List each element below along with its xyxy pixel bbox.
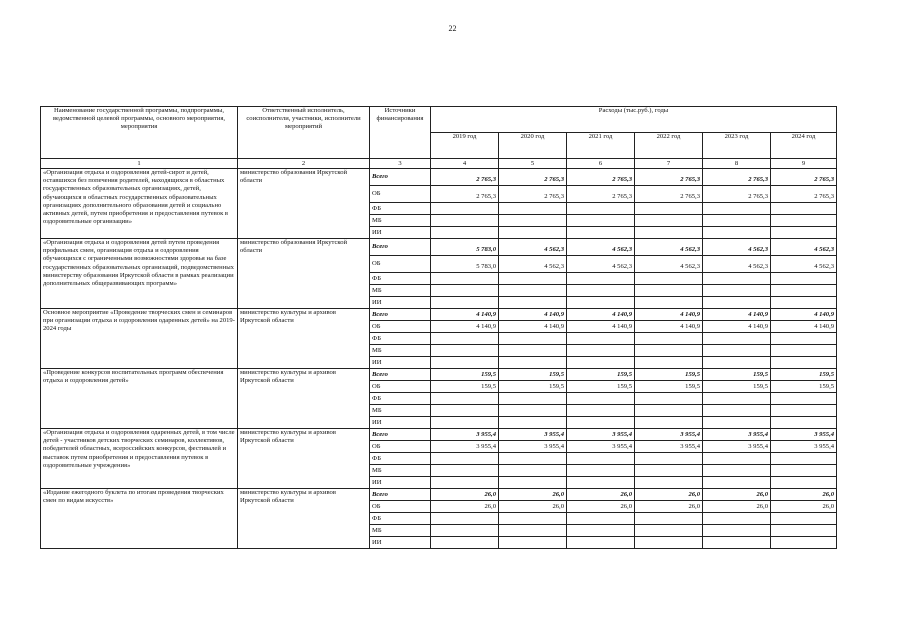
funding-source: Всего — [370, 309, 431, 321]
expense-value — [499, 285, 567, 297]
expense-value — [771, 477, 837, 489]
expense-value — [431, 227, 499, 239]
header-source: Источники финансирования — [370, 107, 431, 159]
expense-value — [771, 537, 837, 549]
expense-value — [499, 513, 567, 525]
expense-value — [567, 393, 635, 405]
header-year: 2022 год — [635, 133, 703, 159]
expense-value — [635, 537, 703, 549]
expense-value — [499, 453, 567, 465]
activity-name: Основное мероприятие «Проведение творческих смен и семинаров при организации отдыха и оздоровления одаренных детей» на 2019-2024 годы — [41, 309, 238, 369]
funding-source: МБ — [370, 215, 431, 227]
table-row — [41, 489, 837, 501]
header-executor: Ответственный исполнитель, соисполнители, участники, исполнители мероприятий — [238, 107, 370, 159]
expense-value — [431, 333, 499, 345]
expense-value: 26,0 — [431, 501, 499, 513]
expense-value: 3 955,4 — [499, 429, 567, 441]
expense-value — [771, 513, 837, 525]
funding-source: Всего — [370, 489, 431, 501]
expense-value: 4 140,9 — [635, 321, 703, 333]
expense-value — [431, 357, 499, 369]
expense-value: 4 140,9 — [703, 309, 771, 321]
expense-value: 4 562,3 — [499, 256, 567, 273]
expense-value: 26,0 — [431, 489, 499, 501]
expense-value: 4 562,3 — [703, 239, 771, 256]
funding-source: ОБ — [370, 186, 431, 203]
expense-value: 2 765,3 — [635, 186, 703, 203]
funding-source: ФБ — [370, 393, 431, 405]
funding-source: ОБ — [370, 501, 431, 513]
funding-source: ФБ — [370, 513, 431, 525]
expense-value — [703, 393, 771, 405]
expense-value — [771, 465, 837, 477]
expense-value — [703, 273, 771, 285]
expense-value: 26,0 — [635, 489, 703, 501]
expense-value — [771, 393, 837, 405]
funding-source: ИИ — [370, 297, 431, 309]
expense-value: 159,5 — [567, 381, 635, 393]
responsible-executor: министерство образования Иркутской области — [238, 239, 370, 309]
expense-value — [431, 285, 499, 297]
expense-value: 3 955,4 — [567, 441, 635, 453]
expense-value — [567, 417, 635, 429]
expense-value — [499, 297, 567, 309]
expense-value: 159,5 — [635, 381, 703, 393]
expense-value — [431, 273, 499, 285]
funding-source: МБ — [370, 285, 431, 297]
expense-value — [431, 465, 499, 477]
column-number: 5 — [499, 159, 567, 169]
expense-value — [703, 513, 771, 525]
expense-value — [567, 297, 635, 309]
expense-value — [567, 525, 635, 537]
expense-value — [635, 393, 703, 405]
expense-value: 2 765,3 — [567, 186, 635, 203]
responsible-executor: министерство культуры и архивов Иркутской области — [238, 309, 370, 369]
expense-value: 4 140,9 — [567, 309, 635, 321]
expense-value — [431, 453, 499, 465]
expense-value: 3 955,4 — [771, 429, 837, 441]
expense-value — [499, 357, 567, 369]
expense-value: 2 765,3 — [703, 186, 771, 203]
funding-source: Всего — [370, 429, 431, 441]
expense-value — [499, 525, 567, 537]
expense-value — [771, 333, 837, 345]
expense-value — [431, 417, 499, 429]
expense-value — [771, 273, 837, 285]
expense-value: 2 765,3 — [431, 186, 499, 203]
expense-value: 4 562,3 — [703, 256, 771, 273]
funding-source: МБ — [370, 465, 431, 477]
expense-value — [635, 525, 703, 537]
expense-value: 4 562,3 — [635, 256, 703, 273]
expense-value — [499, 537, 567, 549]
expense-value: 4 140,9 — [431, 321, 499, 333]
expense-value — [499, 405, 567, 417]
expense-value: 159,5 — [431, 381, 499, 393]
expense-value — [771, 357, 837, 369]
expense-value: 4 140,9 — [431, 309, 499, 321]
expense-value: 26,0 — [771, 489, 837, 501]
table-row — [41, 369, 837, 381]
expense-value: 4 562,3 — [499, 239, 567, 256]
activity-name: «Организация отдыха и оздоровления одаренных детей, в том числе детей - участников детских творческих семинаров, коллективов, победителей областных, всероссийских конкурсов, фестивалей и выставок путем приобретения и предоставления путевок в оздоровительные учреждения» — [41, 429, 238, 489]
funding-source: МБ — [370, 345, 431, 357]
expense-value — [431, 215, 499, 227]
expense-value — [635, 297, 703, 309]
expense-value — [635, 405, 703, 417]
expense-value — [567, 405, 635, 417]
expense-value — [567, 285, 635, 297]
expense-value — [567, 227, 635, 239]
expense-value — [703, 525, 771, 537]
expense-value — [771, 525, 837, 537]
expense-value — [771, 417, 837, 429]
expense-value — [567, 513, 635, 525]
expense-value: 159,5 — [703, 381, 771, 393]
expense-value — [703, 465, 771, 477]
expense-value: 4 562,3 — [771, 256, 837, 273]
column-number: 8 — [703, 159, 771, 169]
expense-value — [635, 345, 703, 357]
expense-value — [567, 333, 635, 345]
funding-source: ФБ — [370, 203, 431, 215]
expense-value: 3 955,4 — [771, 441, 837, 453]
expense-value — [771, 345, 837, 357]
header-expenses: Расходы (тыс.руб.), годы — [431, 107, 837, 133]
expense-value: 159,5 — [499, 369, 567, 381]
expense-value: 3 955,4 — [703, 429, 771, 441]
expense-value: 26,0 — [567, 501, 635, 513]
expense-value: 5 783,0 — [431, 256, 499, 273]
activity-name: «Организация отдыха и оздоровления детей-сирот и детей, оставшихся без попечения родителей, находящихся в областных государственных образовательных организациях, детей, обучающихся в областных государственных образовательных организациях дополнительного образования детей и социально активных детей, путем приобретения и предоставления путевок в оздоровительные организации» — [41, 169, 238, 239]
funding-source: ОБ — [370, 256, 431, 273]
expense-value — [431, 537, 499, 549]
expense-value: 4 562,3 — [771, 239, 837, 256]
expense-value — [499, 465, 567, 477]
expense-value: 159,5 — [431, 369, 499, 381]
expense-value: 2 765,3 — [771, 186, 837, 203]
expense-value — [499, 417, 567, 429]
expense-value — [635, 227, 703, 239]
expense-value — [567, 453, 635, 465]
expense-value: 2 765,3 — [771, 169, 837, 186]
table-body — [41, 169, 837, 549]
expense-value — [703, 203, 771, 215]
funding-source: Всего — [370, 169, 431, 186]
expense-value: 159,5 — [635, 369, 703, 381]
activity-name: «Организация отдыха и оздоровления детей путем проведения профильных смен, организация отдыха и оздоровления обучающихся с ограниченными возможностями здоровья на базе государственных образовательных организаций, подведомственных министерству образования Иркутской области в рамках реализации дополнительных общеразвивающих программ» — [41, 239, 238, 309]
expense-value: 159,5 — [499, 381, 567, 393]
funding-source: МБ — [370, 525, 431, 537]
table-row — [41, 169, 837, 186]
funding-source: ФБ — [370, 333, 431, 345]
funding-source: ИИ — [370, 537, 431, 549]
activity-name: «Проведение конкурсов воспитательных программ обеспечения отдыха и оздоровления детей» — [41, 369, 238, 429]
expense-value — [567, 345, 635, 357]
expense-value: 4 140,9 — [771, 321, 837, 333]
header-name: Наименование государственной программы, подпрограммы, ведомственной целевой программы, основного мероприятия, мероприятия — [41, 107, 238, 159]
expense-value: 2 765,3 — [635, 169, 703, 186]
header-year: 2021 год — [567, 133, 635, 159]
expense-value: 2 765,3 — [703, 169, 771, 186]
expense-value — [635, 453, 703, 465]
funding-source: ИИ — [370, 417, 431, 429]
expense-value — [499, 333, 567, 345]
expense-value — [499, 227, 567, 239]
responsible-executor: министерство культуры и архивов Иркутской области — [238, 489, 370, 549]
expense-value: 4 140,9 — [635, 309, 703, 321]
expense-value — [703, 297, 771, 309]
expense-value: 159,5 — [567, 369, 635, 381]
expense-value: 4 140,9 — [771, 309, 837, 321]
header-year: 2024 год — [771, 133, 837, 159]
expense-value: 3 955,4 — [635, 429, 703, 441]
expense-value — [567, 357, 635, 369]
funding-source: ФБ — [370, 273, 431, 285]
header-year: 2019 год — [431, 133, 499, 159]
expense-value: 159,5 — [771, 369, 837, 381]
expense-value: 3 955,4 — [431, 441, 499, 453]
expense-value — [499, 203, 567, 215]
expense-value: 3 955,4 — [703, 441, 771, 453]
expense-value — [771, 215, 837, 227]
expense-value: 5 783,0 — [431, 239, 499, 256]
expense-value — [703, 453, 771, 465]
expense-value — [431, 525, 499, 537]
expense-value — [567, 215, 635, 227]
expense-value: 3 955,4 — [635, 441, 703, 453]
expense-value — [499, 273, 567, 285]
column-number: 3 — [370, 159, 431, 169]
funding-source: ОБ — [370, 441, 431, 453]
expense-value: 4 562,3 — [567, 239, 635, 256]
expense-value: 2 765,3 — [499, 186, 567, 203]
funding-source: ОБ — [370, 321, 431, 333]
expense-value — [635, 273, 703, 285]
expense-value — [431, 405, 499, 417]
expense-value: 159,5 — [703, 369, 771, 381]
expense-value — [431, 345, 499, 357]
funding-source: МБ — [370, 405, 431, 417]
responsible-executor: министерство культуры и архивов Иркутской области — [238, 429, 370, 489]
expense-value — [703, 417, 771, 429]
expense-value — [499, 393, 567, 405]
column-number: 1 — [41, 159, 238, 169]
funding-source: ОБ — [370, 381, 431, 393]
responsible-executor: министерство культуры и архивов Иркутской области — [238, 369, 370, 429]
expense-value: 4 140,9 — [703, 321, 771, 333]
expense-value: 4 140,9 — [499, 309, 567, 321]
expense-value — [703, 345, 771, 357]
expense-value — [567, 465, 635, 477]
expense-value: 4 562,3 — [635, 239, 703, 256]
expense-value — [635, 465, 703, 477]
expense-value — [771, 285, 837, 297]
expense-value — [431, 203, 499, 215]
funding-source: Всего — [370, 239, 431, 256]
column-number: 7 — [635, 159, 703, 169]
expense-value: 26,0 — [703, 501, 771, 513]
funding-source: ИИ — [370, 357, 431, 369]
responsible-executor: министерство образования Иркутской области — [238, 169, 370, 239]
funding-source: ИИ — [370, 227, 431, 239]
expense-value — [703, 357, 771, 369]
expense-value — [431, 513, 499, 525]
expense-value — [703, 477, 771, 489]
expense-value — [703, 285, 771, 297]
column-number: 9 — [771, 159, 837, 169]
expense-value: 4 562,3 — [567, 256, 635, 273]
expense-value: 26,0 — [499, 489, 567, 501]
expense-value: 3 955,4 — [431, 429, 499, 441]
expense-value — [703, 537, 771, 549]
expense-value — [771, 297, 837, 309]
column-number: 4 — [431, 159, 499, 169]
funding-source: ИИ — [370, 477, 431, 489]
expense-value — [499, 477, 567, 489]
expense-value: 2 765,3 — [499, 169, 567, 186]
expense-value: 26,0 — [499, 501, 567, 513]
expense-value: 3 955,4 — [567, 429, 635, 441]
funding-source: ФБ — [370, 453, 431, 465]
expense-value — [703, 333, 771, 345]
header-year: 2020 год — [499, 133, 567, 159]
expense-value: 26,0 — [771, 501, 837, 513]
expense-value — [431, 297, 499, 309]
expense-value — [635, 513, 703, 525]
expense-value: 26,0 — [567, 489, 635, 501]
expense-value — [771, 405, 837, 417]
expense-value — [431, 393, 499, 405]
expense-value — [703, 405, 771, 417]
expense-value: 2 765,3 — [567, 169, 635, 186]
table-row — [41, 309, 837, 321]
expense-value — [635, 477, 703, 489]
activity-name: «Издание ежегодного буклета по итогам проведения творческих смен по видам искусств» — [41, 489, 238, 549]
expense-value — [635, 215, 703, 227]
table-row — [41, 429, 837, 441]
expense-value — [635, 357, 703, 369]
expense-value — [499, 345, 567, 357]
expense-value: 26,0 — [635, 501, 703, 513]
budget-table — [40, 106, 837, 549]
table-row — [41, 239, 837, 256]
expense-value: 2 765,3 — [431, 169, 499, 186]
expense-value — [703, 215, 771, 227]
expense-value — [567, 537, 635, 549]
expense-value — [771, 203, 837, 215]
expense-value — [771, 453, 837, 465]
expense-value — [703, 227, 771, 239]
expense-value: 159,5 — [771, 381, 837, 393]
expense-value: 4 140,9 — [567, 321, 635, 333]
expense-value — [635, 417, 703, 429]
column-number: 2 — [238, 159, 370, 169]
expense-value: 3 955,4 — [499, 441, 567, 453]
expense-value — [771, 227, 837, 239]
funding-source: Всего — [370, 369, 431, 381]
expense-value — [499, 215, 567, 227]
expense-value — [567, 273, 635, 285]
expense-value — [635, 333, 703, 345]
column-number: 6 — [567, 159, 635, 169]
header-year: 2023 год — [703, 133, 771, 159]
expense-value — [567, 203, 635, 215]
expense-value: 26,0 — [703, 489, 771, 501]
expense-value — [635, 285, 703, 297]
page-number: 22 — [448, 24, 457, 33]
expense-value — [431, 477, 499, 489]
expense-value — [635, 203, 703, 215]
expense-value — [567, 477, 635, 489]
expense-value: 4 140,9 — [499, 321, 567, 333]
